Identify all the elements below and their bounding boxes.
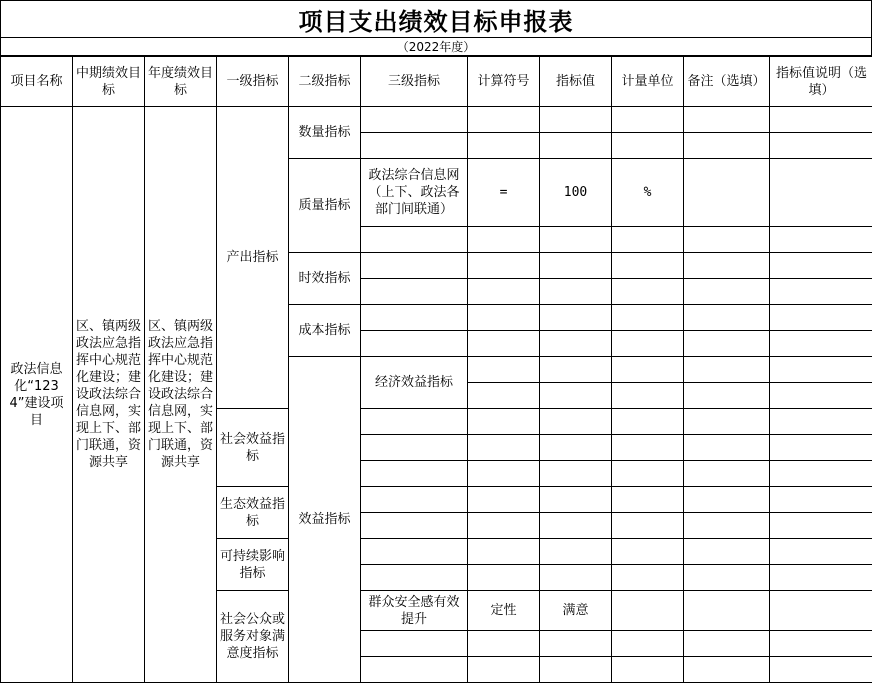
cell xyxy=(540,513,612,539)
cell xyxy=(770,487,872,513)
level2-cost: 成本指标 xyxy=(289,305,361,357)
cell xyxy=(540,631,612,657)
cell xyxy=(468,133,540,159)
project-name-cell: 政法信息化“1234”建设项目 xyxy=(1,107,73,683)
cell xyxy=(361,279,468,305)
cell xyxy=(612,657,684,683)
header-unit: 计量单位 xyxy=(612,57,684,107)
cell xyxy=(361,133,468,159)
cell xyxy=(770,409,872,435)
cell xyxy=(612,227,684,253)
cell xyxy=(684,107,770,133)
cell xyxy=(540,331,612,357)
cell xyxy=(612,591,684,631)
cell xyxy=(540,227,612,253)
cell xyxy=(468,539,540,565)
cell xyxy=(540,487,612,513)
cell xyxy=(770,539,872,565)
cell xyxy=(468,631,540,657)
header-remark: 备注（选填） xyxy=(684,57,770,107)
cell xyxy=(684,383,770,409)
header-level3: 三级指标 xyxy=(361,57,468,107)
cell xyxy=(684,357,770,383)
cell xyxy=(540,383,612,409)
cell xyxy=(770,253,872,279)
cell xyxy=(361,227,468,253)
cell xyxy=(540,409,612,435)
cell xyxy=(770,631,872,657)
cell xyxy=(468,565,540,591)
level2-social: 社会效益指标 xyxy=(217,409,289,487)
cell xyxy=(612,513,684,539)
cell xyxy=(770,591,872,631)
header-operator: 计算符号 xyxy=(468,57,540,107)
cell xyxy=(612,133,684,159)
header-annual-goal: 年度绩效目标 xyxy=(145,57,217,107)
cell xyxy=(361,461,468,487)
level2-quantity: 数量指标 xyxy=(289,107,361,159)
cell xyxy=(684,253,770,279)
cell xyxy=(361,253,468,279)
cell xyxy=(468,461,540,487)
cell xyxy=(612,435,684,461)
cell xyxy=(684,631,770,657)
cell xyxy=(684,435,770,461)
cell xyxy=(684,461,770,487)
cell xyxy=(540,435,612,461)
cell xyxy=(468,383,540,409)
performance-table xyxy=(0,56,872,683)
cell xyxy=(684,133,770,159)
form-title: 项目支出绩效目标申报表 xyxy=(0,0,872,38)
cell xyxy=(770,133,872,159)
cell xyxy=(612,305,684,331)
cell xyxy=(612,107,684,133)
cell xyxy=(684,539,770,565)
cell xyxy=(361,657,468,683)
cell xyxy=(540,279,612,305)
cell xyxy=(468,305,540,331)
cell xyxy=(540,357,612,383)
cell xyxy=(468,435,540,461)
cell xyxy=(770,159,872,227)
cell xyxy=(684,591,770,631)
cell xyxy=(770,383,872,409)
cell xyxy=(361,539,468,565)
cell xyxy=(684,331,770,357)
cell xyxy=(770,331,872,357)
level1-output: 产出指标 xyxy=(217,107,289,409)
cell xyxy=(770,461,872,487)
cell xyxy=(468,409,540,435)
cell xyxy=(612,409,684,435)
cell xyxy=(468,107,540,133)
cell xyxy=(361,565,468,591)
cell xyxy=(770,513,872,539)
cell xyxy=(361,435,468,461)
cell xyxy=(612,331,684,357)
cell xyxy=(770,657,872,683)
cell xyxy=(361,631,468,657)
cell xyxy=(684,409,770,435)
cell xyxy=(770,565,872,591)
cell xyxy=(612,565,684,591)
cell xyxy=(468,657,540,683)
midterm-goal-cell: 区、镇两级政法应急指挥中心规范化建设；建设政法综合信息网，实现上下、部门联通，资源共享 xyxy=(73,107,145,683)
cell xyxy=(770,107,872,133)
cell xyxy=(612,383,684,409)
level1-benefit: 效益指标 xyxy=(289,357,361,683)
cell xyxy=(361,513,468,539)
cell xyxy=(684,657,770,683)
cell xyxy=(361,331,468,357)
cell xyxy=(540,107,612,133)
level2-ecological: 生态效益指标 xyxy=(217,487,289,539)
cell xyxy=(684,159,770,227)
cell xyxy=(468,279,540,305)
value-cell: 满意 xyxy=(540,591,612,631)
cell xyxy=(361,305,468,331)
cell xyxy=(540,305,612,331)
cell xyxy=(612,279,684,305)
cell xyxy=(540,657,612,683)
cell xyxy=(540,461,612,487)
level2-economic: 经济效益指标 xyxy=(361,357,468,409)
cell xyxy=(684,227,770,253)
cell xyxy=(612,631,684,657)
cell xyxy=(684,565,770,591)
header-row xyxy=(1,57,872,107)
cell xyxy=(540,253,612,279)
cell xyxy=(468,227,540,253)
cell xyxy=(612,487,684,513)
level3-cell: 政法综合信息网（上下、政法各部门间联通） xyxy=(361,159,468,227)
level2-quality: 质量指标 xyxy=(289,159,361,253)
header-level2: 二级指标 xyxy=(289,57,361,107)
cell xyxy=(770,357,872,383)
cell xyxy=(770,227,872,253)
cell xyxy=(540,539,612,565)
level2-satisfaction: 社会公众或服务对象满意度指标 xyxy=(217,591,289,683)
cell xyxy=(468,253,540,279)
level3-cell: 群众安全感有效提升 xyxy=(361,591,468,631)
cell xyxy=(361,487,468,513)
header-midterm-goal: 中期绩效目标 xyxy=(73,57,145,107)
cell xyxy=(468,331,540,357)
cell xyxy=(468,487,540,513)
cell xyxy=(684,279,770,305)
level2-sustainable: 可持续影响指标 xyxy=(217,539,289,591)
cell xyxy=(361,409,468,435)
cell xyxy=(770,279,872,305)
form-year: （2022年度） xyxy=(0,38,872,56)
cell xyxy=(770,305,872,331)
header-level1: 一级指标 xyxy=(217,57,289,107)
unit-cell: % xyxy=(612,159,684,227)
cell xyxy=(612,461,684,487)
cell xyxy=(540,133,612,159)
cell xyxy=(612,357,684,383)
cell xyxy=(612,253,684,279)
level2-timeliness: 时效指标 xyxy=(289,253,361,305)
cell xyxy=(468,513,540,539)
cell xyxy=(468,357,540,383)
value-cell: 100 xyxy=(540,159,612,227)
annual-goal-cell: 区、镇两级政法应急指挥中心规范化建设；建设政法综合信息网，实现上下、部门联通，资源共享 xyxy=(145,107,217,683)
cell xyxy=(612,539,684,565)
operator-cell: = xyxy=(468,159,540,227)
cell xyxy=(361,107,468,133)
header-value-note: 指标值说明（选填） xyxy=(770,57,872,107)
header-project-name: 项目名称 xyxy=(1,57,73,107)
table-row xyxy=(1,107,872,133)
cell xyxy=(684,487,770,513)
cell xyxy=(770,435,872,461)
cell xyxy=(540,565,612,591)
cell xyxy=(684,513,770,539)
header-value: 指标值 xyxy=(540,57,612,107)
cell xyxy=(684,305,770,331)
operator-cell: 定性 xyxy=(468,591,540,631)
